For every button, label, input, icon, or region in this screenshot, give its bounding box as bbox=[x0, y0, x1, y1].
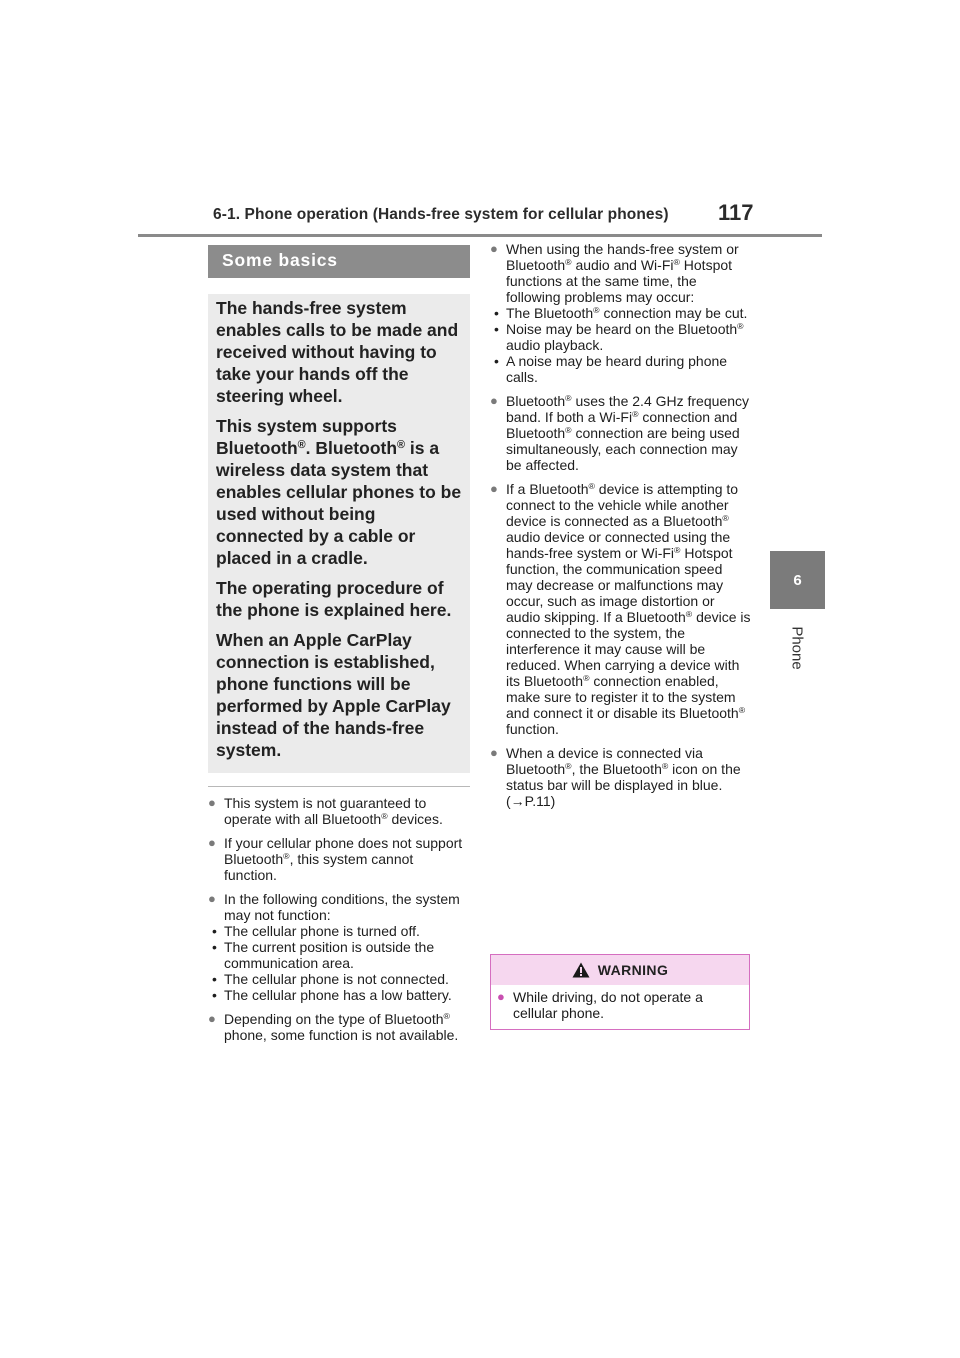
bullet-item: ● If a Bluetooth® device is attempting to connect to the vehicle while another device is connected as a Bluetooth® audio device or connected using the hands-free system or Wi-Fi® Hotspot function, the communication speed may decrease or malfunctions may occur, such as image distortion or audio skipping. If a Bluetooth® device is connected to the system, the interference it may cause will be reduced. When carrying a device with its Bluetooth® connection enabled, make sure to register it to the system and connect it or disable its Bluetooth® function. bbox=[490, 481, 752, 737]
left-column bbox=[208, 245, 470, 1043]
warning-header bbox=[491, 955, 749, 985]
bullet-item: ● This system is not guaranteed to operate with all Bluetooth® devices. bbox=[208, 795, 470, 827]
sub-item: • The cellular phone is turned off. bbox=[208, 923, 470, 939]
bullet-item: ● In the following conditions, the system may not function: bbox=[208, 891, 470, 923]
chapter-label: Phone bbox=[788, 626, 806, 670]
warning-triangle-icon bbox=[572, 962, 590, 978]
intro-paragraph: This system supports Bluetooth®. Bluetooth® is a wireless data system that enables cellular phones to be used without being connected by a cable or placed in a cradle. bbox=[216, 416, 462, 568]
intro-box bbox=[208, 294, 470, 773]
bullet-item: ● When a device is connected via Bluetooth®, the Bluetooth® icon on the status bar will be displayed in blue. (→P.11) bbox=[490, 745, 752, 809]
header-rule bbox=[138, 234, 822, 237]
right-bullet-list bbox=[490, 241, 752, 809]
intro-paragraph: The operating procedure of the phone is explained here. bbox=[216, 578, 452, 620]
section-heading: Some basics bbox=[208, 245, 470, 278]
left-bullet-list bbox=[208, 795, 470, 1043]
warning-item: ● While driving, do not operate a cellular phone. bbox=[491, 985, 749, 1021]
page-number: 117 bbox=[718, 200, 754, 225]
sub-item: • Noise may be heard on the Bluetooth® audio playback. bbox=[490, 321, 752, 353]
bullet-group bbox=[490, 241, 752, 385]
bullet-item: ● Bluetooth® uses the 2.4 GHz frequency band. If both a Wi-Fi® connection and Bluetooth® connection are being used simultaneously, each connection may be affected. bbox=[490, 393, 752, 473]
bullet-group bbox=[208, 891, 470, 1003]
intro-paragraph: When an Apple CarPlay connection is established, phone functions will be performed by Apple CarPlay instead of the hands-free system. bbox=[216, 630, 451, 760]
sub-item: • A noise may be heard during phone calls. bbox=[490, 353, 752, 385]
intro-paragraph: The hands-free system enables calls to be made and received without having to take your hands off the steering wheel. bbox=[216, 298, 459, 406]
section-divider bbox=[208, 786, 470, 787]
sub-item: • The current position is outside the communication area. bbox=[208, 939, 470, 971]
bullet-item: ● When using the hands-free system or Bluetooth® audio and Wi-Fi® Hotspot functions at the same time, the following problems may occur: bbox=[490, 241, 752, 305]
sub-item: • The Bluetooth® connection may be cut. bbox=[490, 305, 752, 321]
sub-item: • The cellular phone is not connected. bbox=[208, 971, 470, 987]
warning-title: WARNING bbox=[597, 962, 669, 978]
sub-item: • The cellular phone has a low battery. bbox=[208, 987, 470, 1003]
bullet-item: ● If your cellular phone does not support Bluetooth®, this system cannot function. bbox=[208, 835, 470, 883]
warning-box bbox=[490, 954, 750, 1030]
bullet-item: ● Depending on the type of Bluetooth® phone, some function is not available. bbox=[208, 1011, 470, 1043]
chapter-tab: 6 bbox=[770, 551, 825, 609]
page-header-title: 6-1. Phone operation (Hands-free system for cellular phones) bbox=[213, 206, 669, 223]
